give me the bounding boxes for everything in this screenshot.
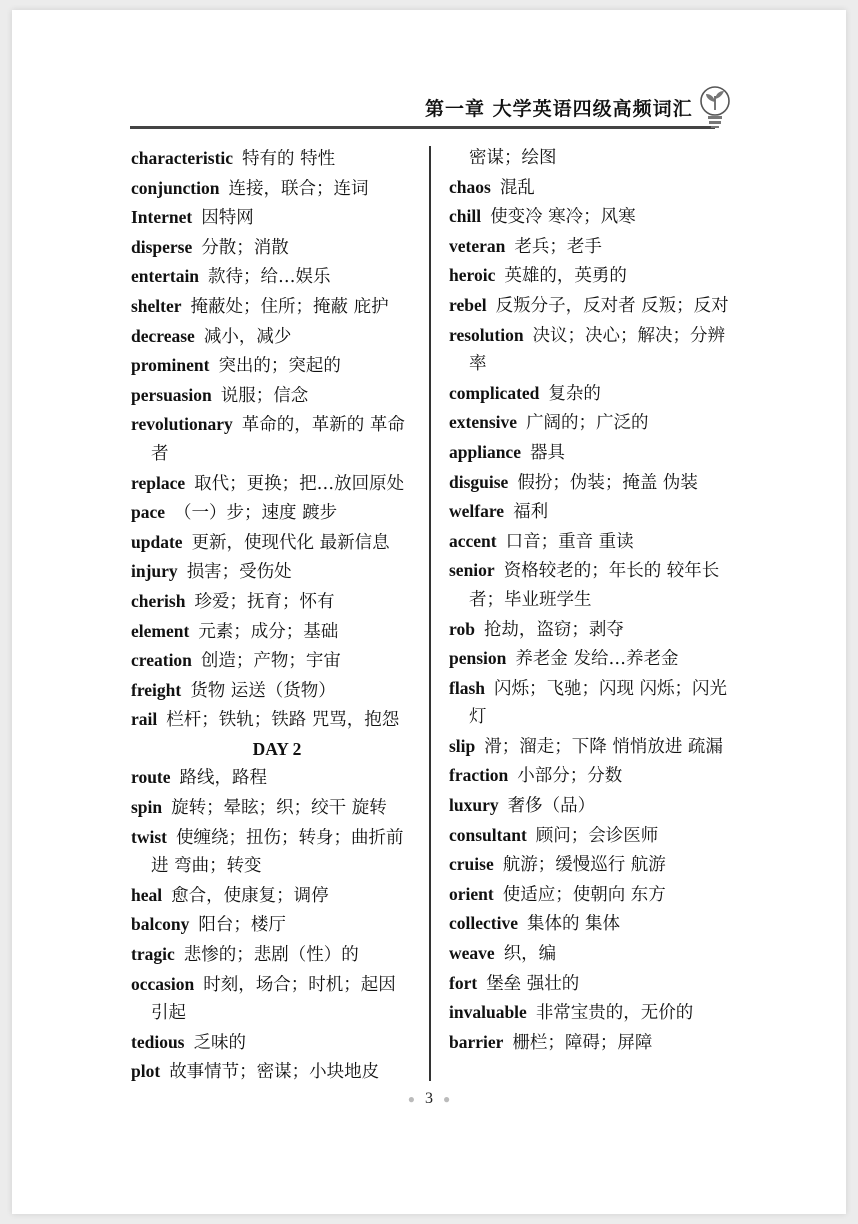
vocab-word: consultant — [449, 824, 527, 845]
vocab-definition: 革命的，革新的 革命者 — [151, 415, 405, 464]
footer-dot-icon: ● — [407, 1092, 415, 1106]
vocab-entry — [131, 410, 413, 468]
vocab-word: extensive — [449, 412, 518, 433]
vocab-entry — [449, 261, 731, 291]
vocab-entry — [449, 909, 731, 939]
vocab-word: appliance — [449, 441, 521, 462]
vocab-definition: 连接，联合；连词 — [228, 178, 369, 199]
vocab-entry — [449, 850, 731, 880]
vocab-entry — [449, 674, 731, 732]
vocab-word: tragic — [131, 944, 175, 965]
vocab-word: route — [131, 767, 171, 788]
vocab-definition: 栏杆；铁轨；铁路 咒骂，抱怨 — [166, 710, 400, 731]
vocab-word: conjunction — [131, 177, 220, 198]
vocab-entry — [131, 322, 413, 352]
vocab-word: fraction — [449, 765, 509, 786]
vocab-definition: 非常宝贵的，无价的 — [535, 1003, 694, 1024]
vocab-word: cherish — [131, 590, 186, 611]
chapter-title: 第一章 大学英语四级高频词汇 — [425, 98, 693, 120]
vocab-entry — [131, 763, 413, 793]
continued-definition: 密谋；绘图 — [469, 148, 557, 168]
vocab-definition: 口音；重音 重读 — [505, 531, 634, 552]
vocab-definition: 广阔的；广泛的 — [526, 413, 649, 434]
vocab-definition: 假扮；伪装；掩盖 伪装 — [517, 472, 698, 493]
vocab-definition: 更新，使现代化 最新信息 — [191, 532, 390, 553]
vocab-word: disperse — [131, 236, 193, 257]
vocab-definition: 阳台；楼厅 — [198, 915, 286, 936]
vocab-entry — [131, 1057, 413, 1087]
vocab-word: disguise — [449, 471, 509, 492]
vocab-definition: 英雄的，英勇的 — [504, 266, 627, 287]
footer-dot-icon: ● — [443, 1092, 451, 1106]
vocab-word: rail — [131, 709, 158, 730]
vocab-word: decrease — [131, 325, 195, 346]
vocab-word: invaluable — [449, 1002, 527, 1023]
vocab-entry — [449, 644, 731, 674]
vocab-entry — [449, 998, 731, 1028]
vocab-entry — [449, 821, 731, 851]
vocab-entry — [131, 881, 413, 911]
vocab-definition: 因特网 — [201, 208, 254, 229]
vocab-definition: 织，编 — [503, 944, 557, 965]
vocab-definition: 使适应；使朝向 东方 — [502, 884, 666, 905]
vocab-word: spin — [131, 797, 163, 818]
vocab-entry — [131, 970, 413, 1028]
vocab-definition: 奢侈（品） — [507, 796, 596, 817]
vocab-entry — [449, 791, 731, 821]
vocab-definition: 闪烁；飞驰；闪现 闪烁；闪光灯 — [469, 678, 728, 728]
vocab-definition: 时刻，场合；时机；起因 引起 — [151, 974, 396, 1024]
lightbulb-plant-icon — [696, 84, 734, 132]
vocab-word: occasion — [131, 973, 195, 994]
day-heading: DAY 2 — [252, 738, 302, 759]
vocab-definition: 货物 运送（货物） — [190, 680, 336, 701]
vocab-entry — [131, 174, 413, 204]
vocab-entry — [449, 291, 731, 321]
vocab-entry — [449, 556, 731, 614]
vocab-word: balcony — [131, 914, 190, 935]
vocab-definition: 旋转；晕眩；织；绞干 旋转 — [171, 798, 387, 819]
vocab-definition: 顾问；会诊医师 — [535, 825, 659, 846]
vocab-definition: 小部分；分数 — [517, 766, 623, 787]
vocab-definition: 航游；缓慢巡行 航游 — [502, 855, 666, 876]
vocab-definition: 器具 — [529, 442, 565, 463]
vocab-word: rob — [449, 618, 475, 639]
vocab-definition: 损害；受伤处 — [186, 562, 292, 583]
vocab-entry — [449, 232, 731, 262]
vocab-word: veteran — [449, 235, 506, 256]
vocab-word: rebel — [449, 294, 487, 315]
vocab-entry — [131, 910, 413, 940]
vocab-word: chaos — [449, 176, 491, 197]
vocab-definition: 悲惨的；悲剧（性）的 — [183, 945, 359, 966]
vocab-entry — [449, 1028, 731, 1058]
vocab-entry — [131, 705, 413, 735]
vocab-definition: 混乱 — [499, 177, 535, 198]
vocab-word: heroic — [449, 265, 496, 286]
vocab-word: persuasion — [131, 384, 212, 405]
vocab-entry — [131, 262, 413, 292]
left-column — [131, 144, 413, 1087]
vocab-definition: 决议；决心；解决；分辨率 — [469, 325, 726, 375]
header-rule — [130, 126, 715, 129]
vocab-word: freight — [131, 679, 182, 700]
vocab-entry — [449, 438, 731, 468]
vocab-word: creation — [131, 650, 192, 671]
column-divider — [429, 146, 431, 1081]
vocab-definition: 取代；更换；把…放回原处 — [194, 473, 405, 494]
vocab-word: update — [131, 531, 183, 552]
vocab-definition: 乏味的 — [193, 1032, 246, 1053]
vocab-definition: 减小，减少 — [203, 326, 292, 347]
vocab-word: replace — [131, 472, 186, 493]
vocab-entry — [131, 646, 413, 676]
vocab-entry — [131, 676, 413, 706]
vocab-definition: 创造；产物；宇宙 — [200, 651, 341, 672]
vocab-word: Internet — [131, 207, 193, 228]
vocab-entry — [449, 497, 731, 527]
vocab-entry — [449, 880, 731, 910]
vocab-entry — [449, 732, 731, 762]
vocab-word: entertain — [131, 266, 200, 287]
vocab-definition: 掩蔽处；住所；掩蔽 庇护 — [190, 296, 389, 317]
vocab-word: senior — [449, 560, 495, 581]
vocab-entry — [131, 351, 413, 381]
vocab-entry — [449, 761, 731, 791]
vocab-entry — [131, 469, 413, 499]
vocab-definition: 福利 — [513, 502, 549, 523]
vocab-definition: 珍爱；抚育；怀有 — [194, 591, 335, 612]
vocab-word: chill — [449, 206, 482, 227]
vocab-word: collective — [449, 913, 518, 934]
vocab-word: plot — [131, 1061, 161, 1082]
vocab-definition: 栅栏；障碍；屏障 — [512, 1032, 653, 1053]
vocab-definition: 老兵；老手 — [514, 236, 602, 257]
vocab-entry — [449, 527, 731, 557]
vocab-entry — [131, 498, 413, 528]
vocab-entry — [449, 615, 731, 645]
vocab-entry — [131, 793, 413, 823]
vocab-entry — [449, 468, 731, 498]
vocab-word: element — [131, 620, 190, 641]
vocab-definition: 反叛分子，反对者 反叛；反对 — [495, 295, 729, 316]
vocab-definition: 抢劫，盗窃；剥夺 — [483, 619, 624, 640]
vocab-entry — [449, 939, 731, 969]
vocab-word: prominent — [131, 355, 210, 376]
page-number: 3 — [425, 1090, 433, 1107]
right-column — [449, 144, 731, 1057]
vocab-entry — [131, 203, 413, 233]
vocab-entry — [131, 144, 413, 174]
vocab-word: luxury — [449, 795, 499, 816]
vocab-word: injury — [131, 561, 178, 582]
vocab-definition: 资格较老的；年长的 较年长者；毕业班学生 — [469, 561, 720, 610]
vocab-definition: 堡垒 强壮的 — [486, 973, 580, 994]
vocab-entry — [131, 617, 413, 647]
vocab-word: heal — [131, 884, 163, 905]
vocab-definition: 特有的 特性 — [242, 149, 336, 169]
vocab-word: fort — [449, 972, 478, 993]
vocab-entry — [449, 173, 731, 203]
vocab-entry — [131, 557, 413, 587]
vocab-word: flash — [449, 677, 485, 698]
vocab-word: cruise — [449, 854, 494, 875]
vocab-entry — [131, 381, 413, 411]
vocab-entry — [449, 202, 731, 232]
vocab-definition: 分散；消散 — [201, 237, 289, 258]
vocab-entry — [131, 528, 413, 558]
vocab-definition: 滑；溜走；下降 悄悄放进 疏漏 — [484, 736, 723, 757]
vocab-entry — [449, 379, 731, 409]
vocab-word: complicated — [449, 382, 540, 403]
vocab-definition: 养老金 发给…养老金 — [515, 649, 679, 670]
vocab-definition: 故事情节；密谋；小块地皮 — [169, 1062, 380, 1083]
vocab-word: twist — [131, 826, 167, 847]
vocab-entry — [449, 969, 731, 999]
vocab-entry — [449, 321, 731, 379]
vocab-word: accent — [449, 530, 497, 551]
vocab-definition: （一）步；速度 踱步 — [174, 503, 338, 524]
vocab-entry — [131, 940, 413, 970]
vocab-definition: 复杂的 — [548, 383, 601, 404]
vocab-word: barrier — [449, 1031, 504, 1052]
vocab-definition: 集体的 集体 — [526, 914, 621, 935]
vocab-word: resolution — [449, 324, 524, 345]
vocab-entry — [449, 408, 731, 438]
vocab-word: tedious — [131, 1031, 185, 1052]
vocab-word: orient — [449, 883, 494, 904]
vocab-definition: 元素；成分；基础 — [198, 621, 339, 642]
vocab-definition: 说服；信念 — [220, 385, 309, 406]
vocab-definition: 使缠绕；扭伤；转身；曲折前进 弯曲；转变 — [151, 827, 404, 877]
vocab-entry — [131, 1028, 413, 1058]
vocab-word: characteristic — [131, 148, 234, 168]
vocab-word: weave — [449, 943, 495, 964]
vocab-definition: 使变冷 寒冷；风寒 — [490, 207, 636, 228]
vocab-entry — [131, 292, 413, 322]
vocab-definition: 突出的；突起的 — [218, 356, 341, 377]
page-footer — [0, 1090, 858, 1108]
vocab-entry — [131, 233, 413, 263]
vocab-word: welfare — [449, 501, 505, 522]
vocab-definition: 路线，路程 — [179, 768, 268, 789]
vocab-word: shelter — [131, 295, 182, 316]
vocab-word: revolutionary — [131, 414, 233, 435]
vocab-entry — [131, 587, 413, 617]
vocab-entry — [131, 823, 413, 881]
vocab-word: slip — [449, 735, 476, 756]
vocab-word: pace — [131, 502, 166, 523]
vocab-definition: 愈合，使康复；调停 — [171, 885, 329, 906]
vocab-definition: 款待；给…娱乐 — [208, 267, 331, 288]
vocab-word: pension — [449, 648, 507, 669]
